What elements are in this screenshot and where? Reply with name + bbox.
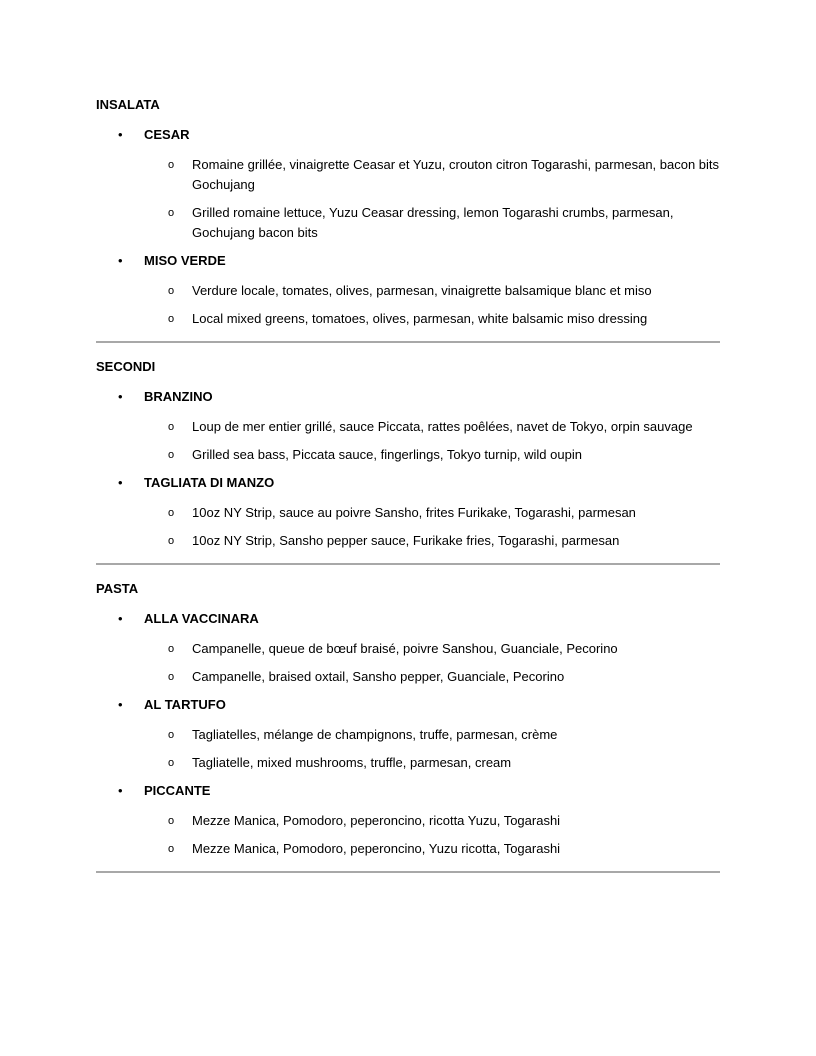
menu-section-pasta	[96, 580, 720, 859]
description-list	[96, 725, 720, 773]
menu-section-secondi	[96, 358, 720, 551]
description-french	[96, 281, 720, 301]
description-french	[96, 725, 720, 745]
description-text: Grilled sea bass, Piccata sauce, fingerlings, Tokyo turnip, wild oupin	[192, 447, 582, 462]
circle-bullet-icon: o	[168, 535, 175, 547]
description-english	[96, 445, 720, 465]
description-english	[96, 203, 720, 243]
bullet-icon: •	[118, 127, 123, 142]
circle-bullet-icon: o	[168, 207, 175, 219]
dish-alla-vaccinara	[96, 611, 720, 627]
section-title: INSALATA	[96, 97, 160, 112]
circle-bullet-icon: o	[168, 643, 175, 655]
bullet-icon: •	[118, 253, 123, 268]
circle-bullet-icon: o	[168, 729, 175, 741]
description-french	[96, 155, 720, 195]
dish-name: AL TARTUFO	[144, 697, 226, 712]
description-text: Mezze Manica, Pomodoro, peperoncino, ricotta Yuzu, Togarashi	[192, 813, 561, 828]
description-text: Loup de mer entier grillé, sauce Piccata, rattes poêlées, navet de Tokyo, orpin sauvage	[192, 419, 693, 434]
description-list	[96, 155, 720, 243]
description-text: Tagliatelle, mixed mushrooms, truffle, parmesan, cream	[192, 755, 512, 770]
description-list	[96, 639, 720, 687]
section-title: SECONDI	[96, 359, 156, 374]
circle-bullet-icon: o	[168, 671, 175, 683]
description-text: Verdure locale, tomates, olives, parmesan, vinaigrette balsamique blanc et miso	[192, 283, 652, 298]
dish-miso-verde	[96, 253, 720, 269]
section-divider	[96, 563, 720, 565]
description-english	[96, 753, 720, 773]
description-french	[96, 503, 720, 523]
description-list	[96, 417, 720, 465]
circle-bullet-icon: o	[168, 815, 175, 827]
description-text: Romaine grillée, vinaigrette Ceasar et Yuzu, crouton citron Togarashi, parmesan, bacon bits Gochujang	[192, 157, 720, 192]
bullet-icon: •	[118, 475, 123, 490]
description-text: Mezze Manica, Pomodoro, peperoncino, Yuzu ricotta, Togarashi	[192, 841, 561, 856]
description-text: Campanelle, queue de bœuf braisé, poivre Sanshou, Guanciale, Pecorino	[192, 641, 618, 656]
description-english	[96, 839, 720, 859]
dish-piccante	[96, 783, 720, 799]
bullet-icon: •	[118, 389, 123, 404]
dish-name: MISO VERDE	[144, 253, 226, 268]
description-text: 10oz NY Strip, sauce au poivre Sansho, frites Furikake, Togarashi, parmesan	[192, 505, 636, 520]
menu-section-insalata	[96, 96, 720, 329]
dish-name: PICCANTE	[144, 783, 211, 798]
section-divider	[96, 871, 720, 873]
circle-bullet-icon: o	[168, 159, 175, 171]
description-list	[96, 811, 720, 859]
circle-bullet-icon: o	[168, 285, 175, 297]
circle-bullet-icon: o	[168, 757, 175, 769]
description-text: Campanelle, braised oxtail, Sansho pepper, Guanciale, Pecorino	[192, 669, 565, 684]
description-french	[96, 417, 720, 437]
bullet-icon: •	[118, 611, 123, 626]
description-text: 10oz NY Strip, Sansho pepper sauce, Furikake fries, Togarashi, parmesan	[192, 533, 620, 548]
dish-branzino	[96, 389, 720, 405]
dish-tagliata-di-manzo	[96, 475, 720, 491]
bullet-icon: •	[118, 783, 123, 798]
dish-name: TAGLIATA DI MANZO	[144, 475, 275, 490]
description-text: Grilled romaine lettuce, Yuzu Ceasar dressing, lemon Togarashi crumbs, parmesan, Gochujang bacon bits	[192, 205, 674, 240]
circle-bullet-icon: o	[168, 421, 175, 433]
description-text: Tagliatelles, mélange de champignons, truffe, parmesan, crème	[192, 727, 558, 742]
circle-bullet-icon: o	[168, 449, 175, 461]
description-french	[96, 639, 720, 659]
dish-name: ALLA VACCINARA	[144, 611, 259, 626]
dish-name: CESAR	[144, 127, 190, 142]
description-list	[96, 281, 720, 329]
dish-name: BRANZINO	[144, 389, 213, 404]
description-english	[96, 531, 720, 551]
description-french	[96, 811, 720, 831]
section-title: PASTA	[96, 581, 139, 596]
dish-al-tartufo	[96, 697, 720, 713]
section-divider	[96, 341, 720, 343]
description-english	[96, 309, 720, 329]
dish-cesar	[96, 127, 720, 143]
circle-bullet-icon: o	[168, 843, 175, 855]
description-list	[96, 503, 720, 551]
circle-bullet-icon: o	[168, 313, 175, 325]
circle-bullet-icon: o	[168, 507, 175, 519]
description-english	[96, 667, 720, 687]
bullet-icon: •	[118, 697, 123, 712]
description-text: Local mixed greens, tomatoes, olives, parmesan, white balsamic miso dressing	[192, 311, 648, 326]
